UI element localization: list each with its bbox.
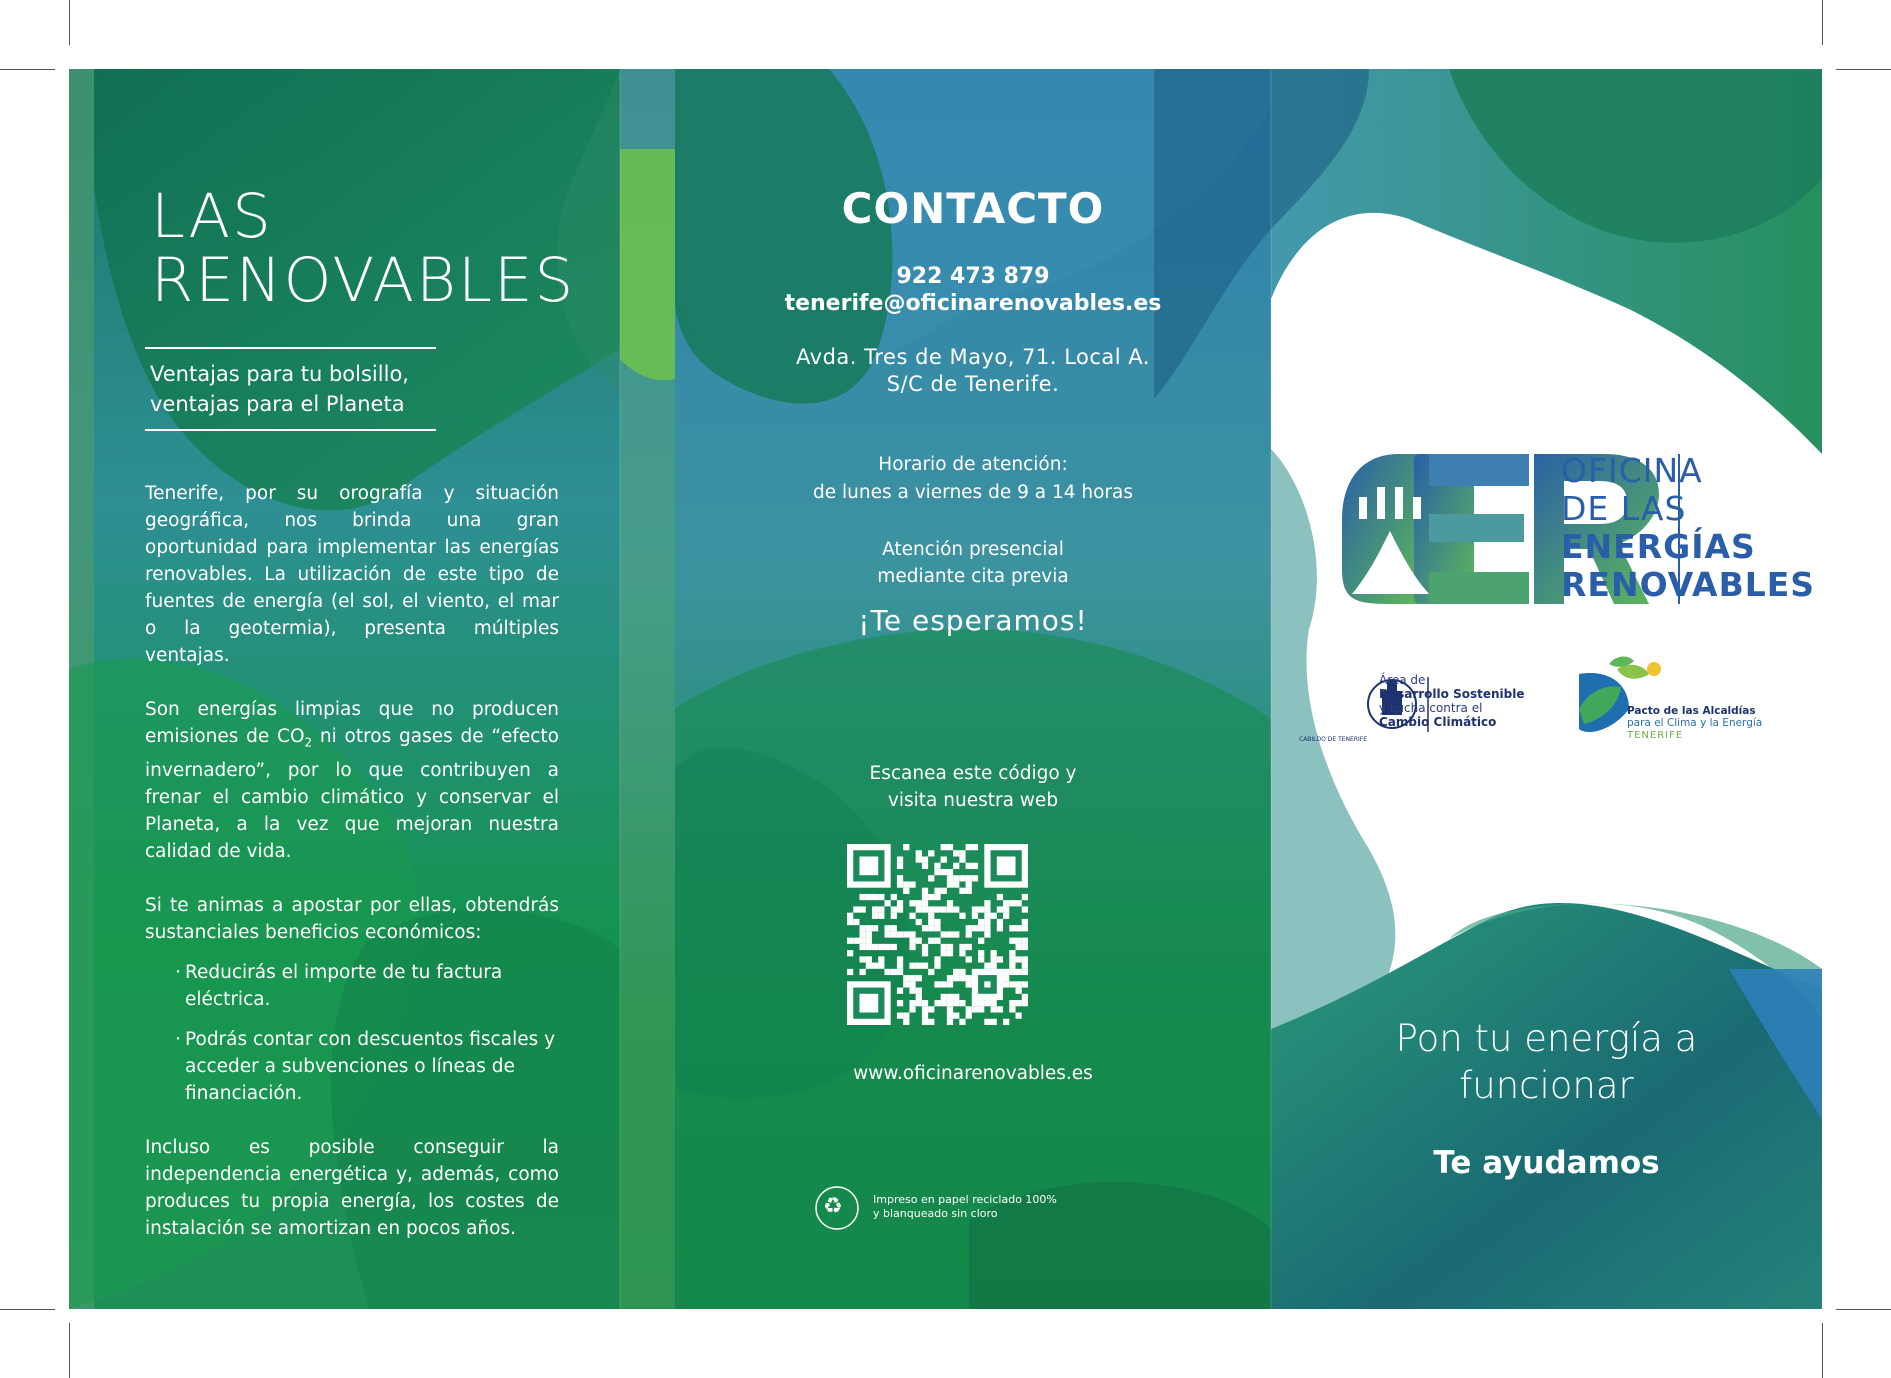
hours-label: Horario de atención: xyxy=(878,454,1068,475)
paragraph-intro: Tenerife, por su orografía y situación geográfica, nos brinda una gran oportunidad para implementar las energías renovables. La utilización de este tipo de fuentes de energía (el sol, el viento, el mar o la geotermia), presenta múltiples ventajas. xyxy=(145,483,559,666)
benefits-list xyxy=(145,959,559,1107)
pacto-line3: TENERIFE xyxy=(1627,730,1684,741)
subtitle-line1: Ventajas para tu bolsillo, xyxy=(150,362,409,386)
subtitle-line2: ventajas para el Planeta xyxy=(150,392,405,416)
contact-title: CONTACTO xyxy=(841,184,1105,233)
paragraph-independence: Incluso es posible conseguir la independencia energética y, además, como produces tu propia energía, los costes de instalación se amortizan en pocos años. xyxy=(145,1136,559,1239)
scan-line1: Escanea este código y xyxy=(869,763,1077,784)
appointment-line1: Atención presencial xyxy=(882,539,1064,560)
hours-value: de lunes a viernes de 9 a 14 horas xyxy=(812,482,1133,503)
panel-title-line1: LAS xyxy=(151,181,273,252)
email-link[interactable]: tenerife@oficinarenovables.es xyxy=(784,291,1162,316)
recycled-note-line1: Impreso en papel reciclado 100% xyxy=(873,1193,1057,1206)
office-name-line4: RENOVABLES xyxy=(1561,565,1816,604)
welcome-text: ¡Te esperamos! xyxy=(858,604,1088,637)
appointment-line2: mediante cita previa xyxy=(877,566,1069,587)
tagline: Te ayudamos xyxy=(1433,1145,1660,1181)
slogan-line1: Pon tu energía a xyxy=(1395,1017,1698,1060)
area-line1: Área de xyxy=(1379,673,1426,687)
office-name-line1: OFICINA xyxy=(1561,451,1703,490)
paragraph-clean-energy: Son energías limpias que no producen emisiones de $CO_2$ ni otros gases de “efecto invernadero”, por lo que contribuyen a frenar el cambio climático y conservar el Planeta, a la vez que mejoran nuestra calidad de vida. xyxy=(145,699,559,862)
crop-mark xyxy=(1836,1309,1891,1310)
area-line4: Cambio Climático xyxy=(1379,715,1497,729)
crop-mark xyxy=(1822,1323,1823,1378)
recycled-note-line2: y blanqueado sin cloro xyxy=(873,1207,998,1220)
phone-number[interactable]: 922 473 879 xyxy=(896,264,1050,289)
slogan-line2: funcionar xyxy=(1459,1064,1634,1107)
crop-mark xyxy=(69,1323,70,1378)
recycle-icon: ♻ xyxy=(823,1194,843,1219)
address-line2: S/C de Tenerife. xyxy=(886,372,1060,396)
office-name-line3: ENERGÍAS xyxy=(1561,527,1756,566)
crop-mark xyxy=(69,0,70,45)
crop-mark xyxy=(1822,0,1823,45)
crop-mark xyxy=(0,69,55,70)
brochure-sheet xyxy=(69,69,1822,1309)
paragraph-benefits: Si te animas a apostar por ellas, obtendrás sustanciales beneficios económicos: xyxy=(145,894,559,943)
crop-mark xyxy=(1836,69,1891,70)
area-line2: Desarrollo Sostenible xyxy=(1379,687,1525,701)
body-text xyxy=(145,480,559,1269)
pacto-line1: Pacto de las Alcaldías xyxy=(1627,705,1756,717)
website-link[interactable]: www.oficinarenovables.es xyxy=(853,1063,1093,1084)
panel-title-line2: RENOVABLES xyxy=(151,245,576,316)
list-item: · Reducirás el importe de tu factura eléctrica. xyxy=(175,961,503,1010)
address-line1: Avda. Tres de Mayo, 71. Local A. xyxy=(796,345,1150,369)
list-item: · Podrás contar con descuentos fiscales y acceder a subvenciones o líneas de financiación. xyxy=(175,1028,556,1104)
title-rule-top xyxy=(145,347,436,349)
crop-mark xyxy=(0,1309,55,1310)
pacto-line2: para el Clima y la Energía xyxy=(1627,717,1763,729)
qr-code[interactable] xyxy=(847,844,1028,1025)
office-name-line2: DE LAS xyxy=(1561,489,1687,528)
area-line3: y Lucha contra el xyxy=(1379,701,1483,715)
cabildo-seal-text: CABILDO DE TENERIFE xyxy=(1299,736,1368,743)
scan-line2: visita nuestra web xyxy=(887,790,1059,811)
title-rule-bottom xyxy=(145,429,436,431)
